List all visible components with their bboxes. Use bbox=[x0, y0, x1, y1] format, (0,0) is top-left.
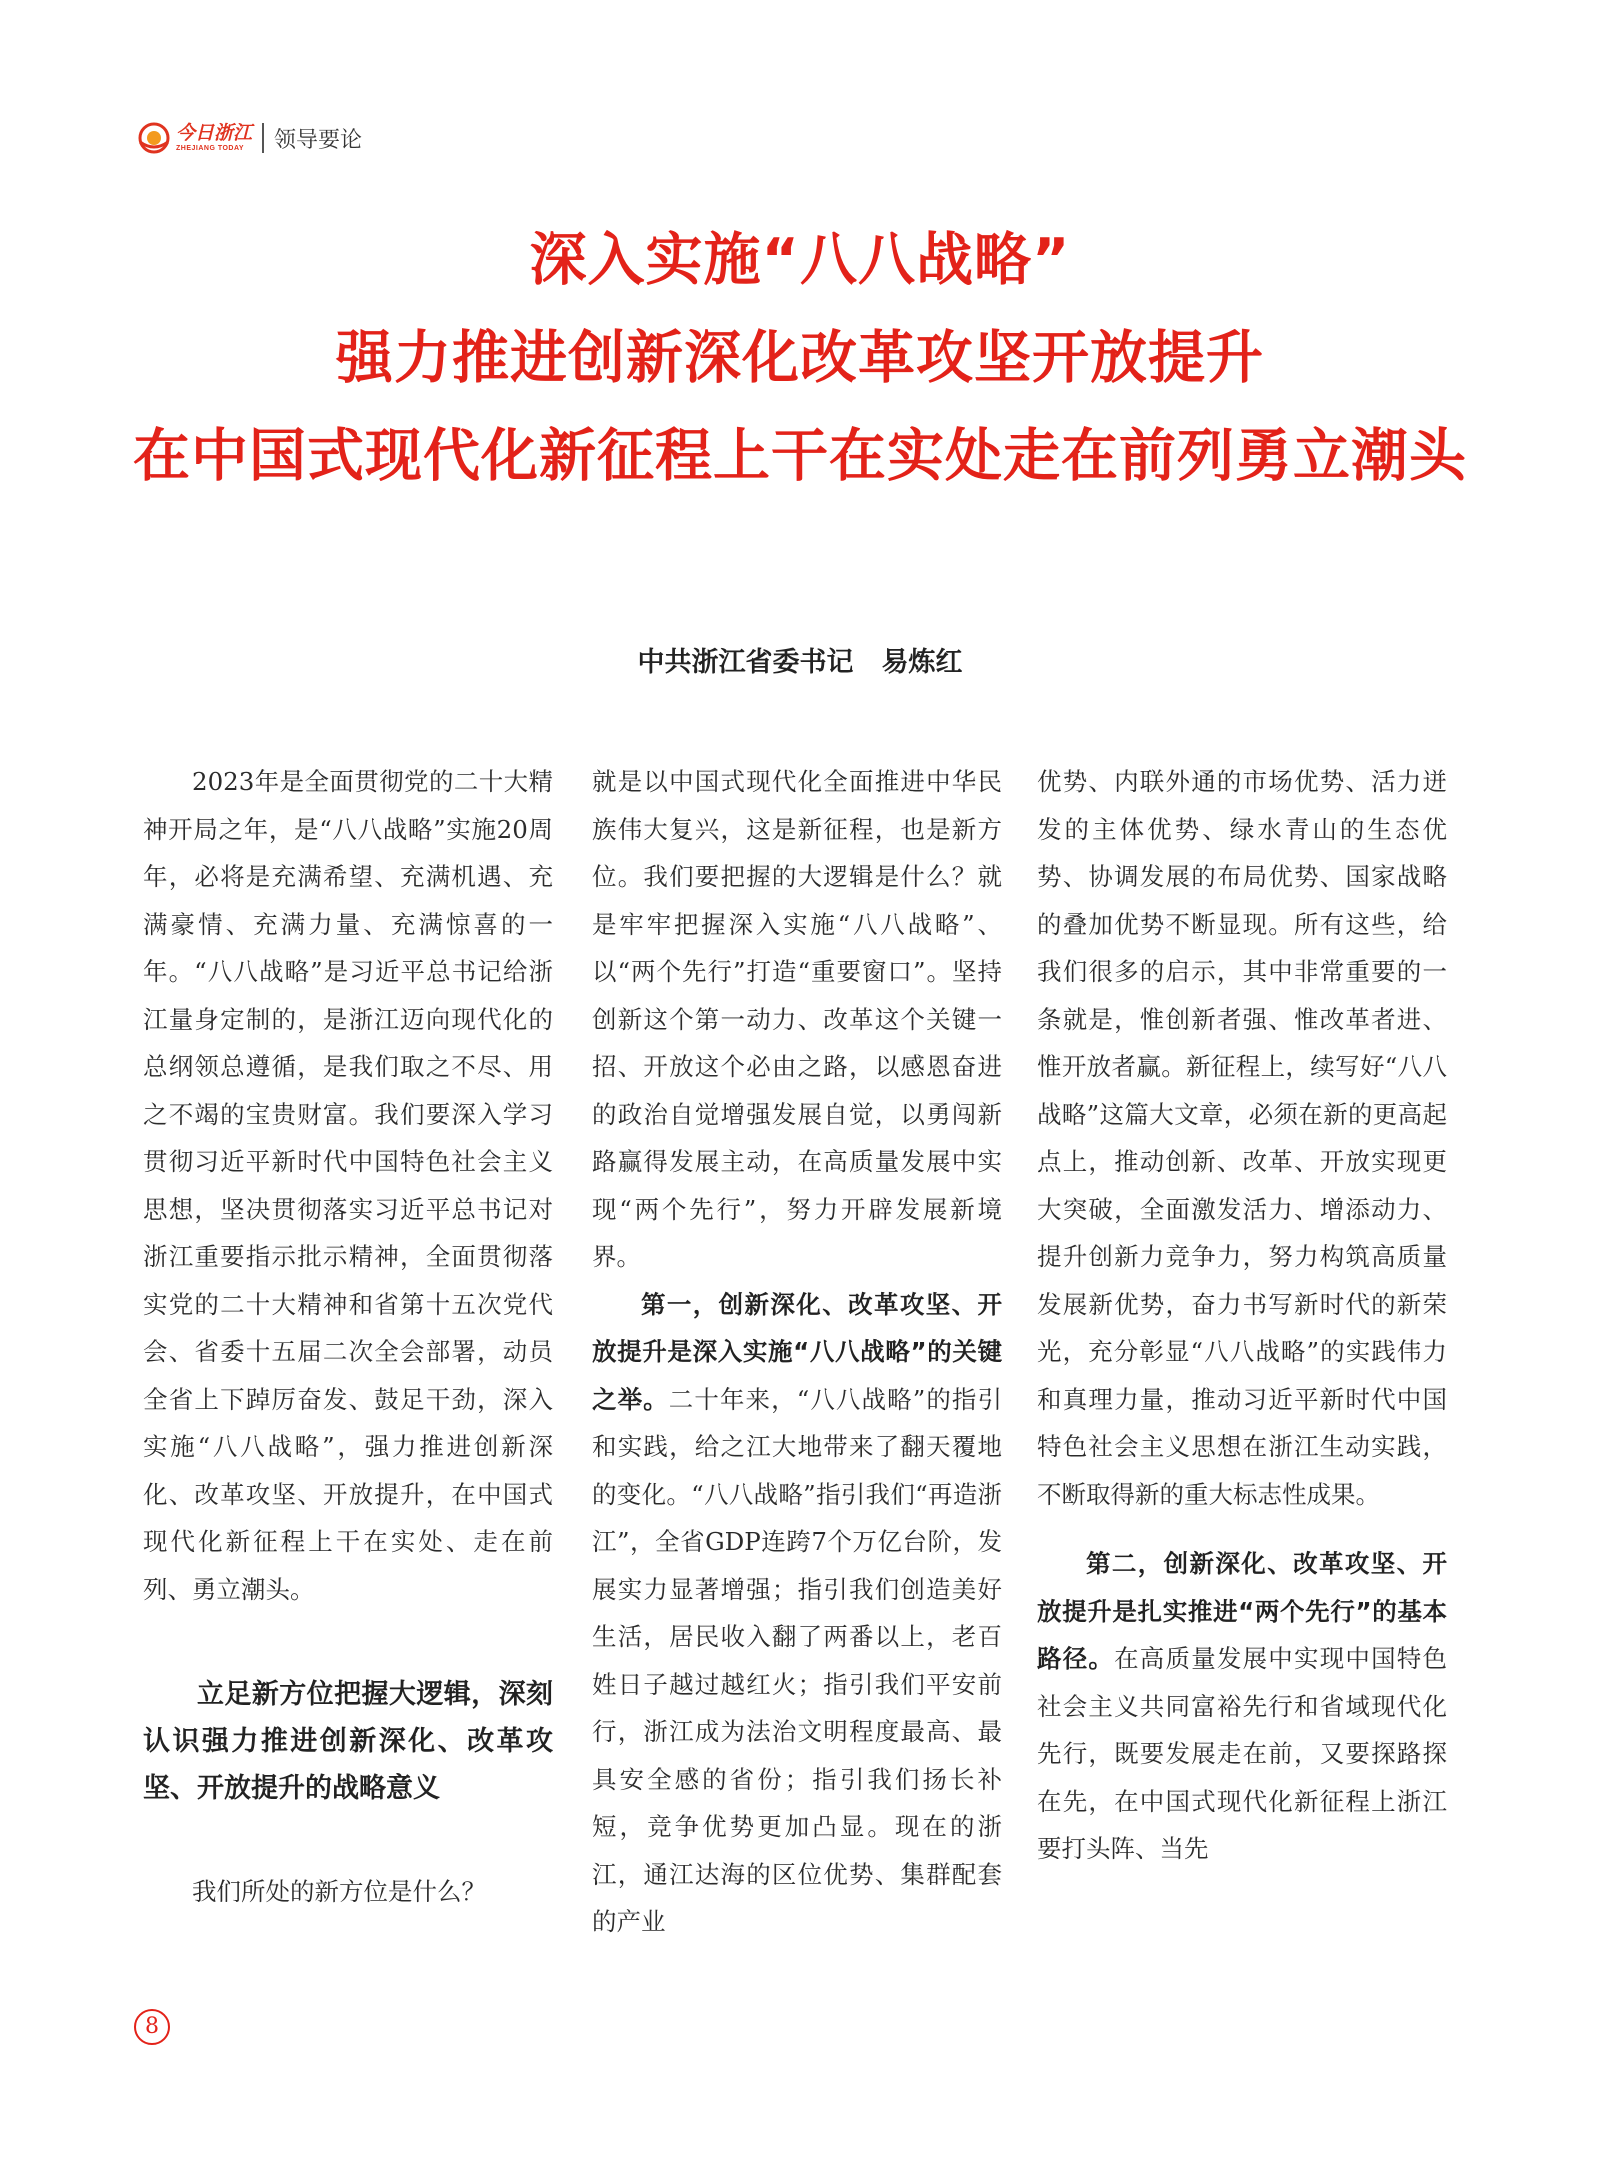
magazine-header bbox=[138, 118, 362, 158]
paragraph-lead: 第二，创新深化、改革攻坚、开放提升是扎实推进“两个先行”的基本路径。 bbox=[1037, 1549, 1447, 1673]
text-column-3 bbox=[1037, 758, 1447, 1873]
title-line-3: 在中国式现代化新征程上干在实处走在前列勇立潮头 bbox=[133, 423, 1467, 489]
paragraph-lead: 第一，创新深化、改革攻坚、开放提升是深入实施“八八战略”的关键之举。 bbox=[592, 1289, 1002, 1414]
paragraph: 就是以中国式现代化全面推进中华民族伟大复兴，这是新征程，也是新方位。我们要把握的大逻辑是什么？就是牢牢把握深入实施“八八战略”、以“两个先行”打造“重要窗口”。坚持创新这个第一动力、改革这个关键一招、开放这个必由之路，以感恩奋进的政治自觉增强发展自觉，以勇闯新路赢得发展主动，在高质量发展中实现“两个先行”，努力开辟发展新境界。 bbox=[592, 767, 1002, 1271]
paragraph bbox=[1037, 1540, 1447, 1873]
paragraph: 2023年是全面贯彻党的二十大精神开局之年，是“八八战略”实施20周年，必将是充满希望、充满机遇、充满豪情、充满力量、充满惊喜的一年。“八八战略”是习近平总书记给浙江量身定制的，是浙江迈向现代化的总纲领总遵循，是我们取之不尽、用之不竭的宝贵财富。我们要深入学习贯彻习近平新时代中国特色社会主义思想，坚决贯彻落实习近平总书记对浙江重要指示批示精神，全面贯彻落实党的二十大精神和省第十五次党代会、省委十五届二次全会部署，动员全省上下踔厉奋发、鼓足干劲，深入实施“八八战略”，强力推进创新深化、改革攻坚、开放提升，在中国式现代化新征程上干在实处、走在前列、勇立潮头。 bbox=[143, 767, 553, 1604]
logo-wordmark bbox=[176, 124, 252, 152]
logo-english: ZHEJIANG TODAY bbox=[176, 145, 245, 152]
paragraph-body: 二十年来，“八八战略”的指引和实践，给之江大地带来了翻天覆地的变化。“八八战略”指引我们“再造浙江”，全省GDP连跨7个万亿台阶，发展实力显著增强；指引我们创造美好生活，居民收入翻了两番以上，老百姓日子越过越红火；指引我们平安前行，浙江成为法治文明程度最高、最具安全感的省份；指引我们扬长补短，竞争优势更加凸显。现在的浙江，通江达海的区位优势、集群配套的产业 bbox=[592, 1384, 1002, 1936]
sun-logo-icon bbox=[138, 122, 170, 154]
article-title bbox=[0, 227, 1600, 526]
section-label: 领导要论 bbox=[274, 127, 363, 153]
author-position: 中共浙江省委书记 bbox=[637, 647, 854, 678]
author-name: 易炼红 bbox=[881, 647, 963, 678]
paragraph: 我们所处的新方位是什么？ bbox=[192, 1877, 486, 1906]
paragraph bbox=[592, 1281, 1002, 1946]
paragraph-body: 在高质量发展中实现中国特色社会主义共同富裕先行和省域现代化先行，既要发展走在前，又要探路探在先，在中国式现代化新征程上浙江要打头阵、当先 bbox=[1037, 1644, 1448, 1863]
title-line-2: 强力推进创新深化改革攻坚开放提升 bbox=[336, 325, 1264, 391]
section-subheading: 立足新方位把握大逻辑，深刻认识强力推进创新深化、改革攻坚、开放提升的战略意义 bbox=[143, 1679, 553, 1804]
title-line-1: 深入实施“八八战略” bbox=[529, 227, 1071, 293]
text-column-1 bbox=[143, 758, 553, 1916]
logo-chinese: 今日浙江 bbox=[176, 122, 253, 144]
paragraph: 优势、内联外通的市场优势、活力迸发的主体优势、绿水青山的生态优势、协调发展的布局优势、国家战略的叠加优势不断显现。所有这些，给我们很多的启示，其中非常重要的一条就是，惟创新者强、惟改革者进、惟开放者赢。新征程上，续写好“八八战略”这篇大文章，必须在新的更高起点上，推动创新、改革、开放实现更大突破，全面激发活力、增添动力、提升创新力竞争力，努力构筑高质量发展新优势，奋力书写新时代的新荣光，充分彰显“八八战略”的实践伟力和真理力量，推动习近平新时代中国特色社会主义思想在浙江生动实践，不断取得新的重大标志性成果。 bbox=[1037, 767, 1447, 1509]
byline bbox=[0, 640, 1600, 679]
page-number: 8 bbox=[134, 2009, 170, 2045]
header-divider bbox=[262, 123, 264, 153]
text-column-2 bbox=[592, 758, 1002, 1946]
